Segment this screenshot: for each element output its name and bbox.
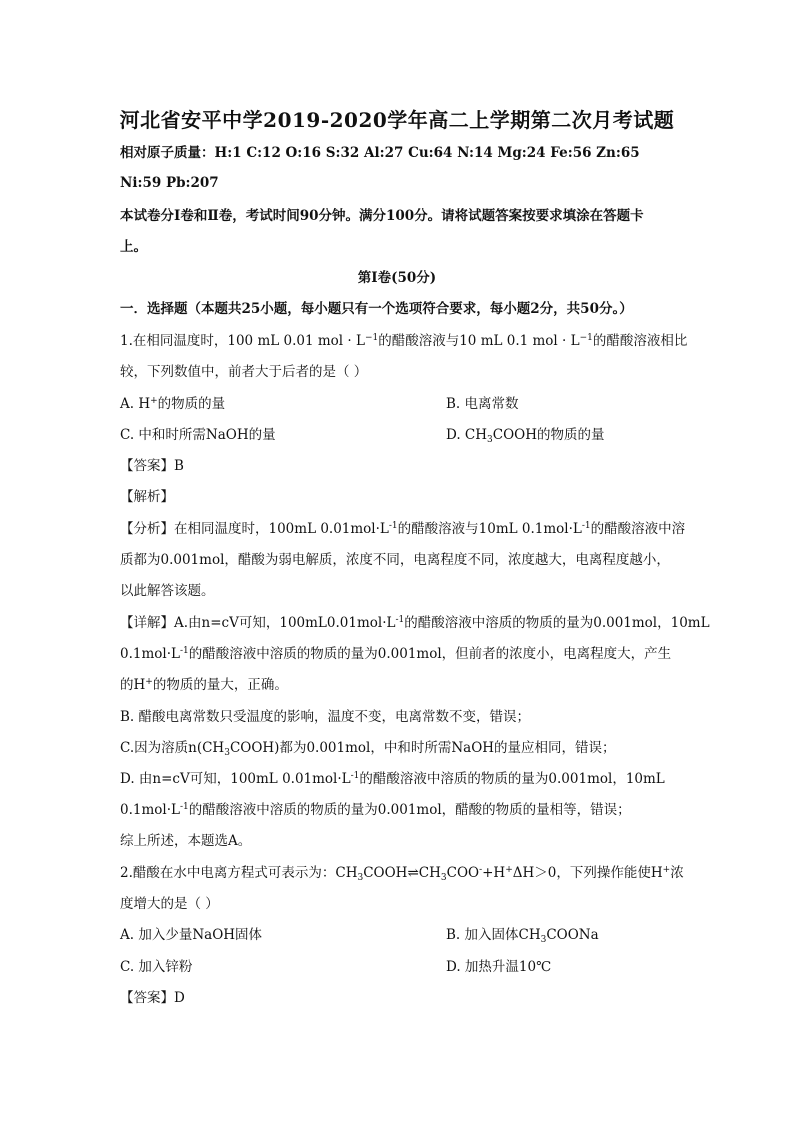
superscript: - xyxy=(479,865,483,875)
text: 的醋酸溶液中溶质的物质的量为0.001mol，10mL xyxy=(404,615,710,631)
superscript: -1 xyxy=(179,802,189,812)
text: 的H xyxy=(120,677,146,693)
q1-summary: 综上所述，本题选A。 xyxy=(120,833,252,849)
text: COONa xyxy=(546,927,599,943)
q1-xiangjie-line-3 xyxy=(120,675,288,697)
q1-option-a-text-b: 的物质的量 xyxy=(157,396,226,412)
q2-option-c: C. 加入锌粉 xyxy=(120,959,193,975)
q1-explain-d-line-2 xyxy=(120,800,631,822)
superscript: -1 xyxy=(388,521,398,531)
text: 的醋酸溶液中溶质的物质的量为0.001mol，醋酸的物质的量相等，错误； xyxy=(188,802,631,818)
text: B. 加入固体CH xyxy=(446,927,541,943)
document-title: 河北省安平中学2019-2020学年高二上学期第二次月考试题 xyxy=(119,108,675,132)
q1-explain-c xyxy=(120,738,616,760)
intro-line-2: 上。 xyxy=(120,239,147,255)
subscript: 3 xyxy=(540,935,547,945)
text: 0.1mol·L xyxy=(120,646,180,662)
text: 的物质的量大，正确。 xyxy=(152,677,288,693)
q2-option-b xyxy=(446,925,599,947)
q1-xiangjie-line-1 xyxy=(120,613,710,635)
q1-fenxi-line-2: 质都为0.001mol，醋酸为弱电解质，浓度不同，电离程度不同，浓度越大，电离程度越小， xyxy=(120,552,670,568)
text: 2.醋酸在水中电离方程式可表示为：CH xyxy=(120,865,358,881)
text: COO xyxy=(446,865,480,881)
text: COOH⇌CH xyxy=(363,865,441,881)
text: +H xyxy=(482,865,506,881)
text: 【详解】A.由n=cV可知，100mL0.01mol·L xyxy=(120,615,396,631)
superscript: -1 xyxy=(581,521,591,531)
q1-option-d-text-b: COOH的物质的量 xyxy=(492,427,605,443)
superscript: -1 xyxy=(350,771,360,781)
text: 浓 xyxy=(670,865,684,881)
q2-answer: 【答案】D xyxy=(120,990,185,1006)
q2-option-d: D. 加热升温10℃ xyxy=(446,959,552,975)
superscript: -1 xyxy=(395,615,405,625)
atomic-mass-line-2: Ni:59 Pb:207 xyxy=(120,175,219,191)
q1-option-d-text: D. CH xyxy=(446,427,488,443)
text: 的醋酸溶液与10mL 0.1mol·L xyxy=(397,521,582,537)
q1-option-d xyxy=(446,425,605,447)
q1-stem-line-1 xyxy=(120,331,687,353)
subscript: 3 xyxy=(440,873,447,883)
q1-answer: 【答案】B xyxy=(120,458,184,474)
text: ΔH＞0，下列操作能使H xyxy=(512,865,663,881)
text: 0.1mol·L xyxy=(120,802,180,818)
atomic-mass-line-1: 相对原子质量：H:1 C:12 O:16 S:32 Al:27 Cu:64 N:14 Mg:24 Fe:56 Zn:65 xyxy=(120,145,640,161)
superscript: + xyxy=(505,865,513,875)
text: 的醋酸溶液中溶 xyxy=(590,521,686,537)
q1-explain-b: B. 醋酸电离常数只受温度的影响，温度不变，电离常数不变，错误； xyxy=(120,709,531,725)
q1-fenxi-line-1 xyxy=(120,519,685,541)
superscript: + xyxy=(150,396,158,406)
superscript: −1 xyxy=(579,333,593,343)
subscript: 3 xyxy=(487,435,493,445)
q1-stem-line-2: 较，下列数值中，前者大于后者的是（ ） xyxy=(120,364,368,380)
superscript: + xyxy=(662,865,671,875)
q2-option-a: A. 加入少量NaOH固体 xyxy=(120,927,263,943)
q1-option-b: B. 电离常数 xyxy=(446,396,519,412)
q1-stem-text-c: 的醋酸溶液相比 xyxy=(592,333,688,349)
superscript: −1 xyxy=(364,333,379,343)
subscript: 3 xyxy=(357,873,364,883)
q1-option-c: C. 中和时所需NaOH的量 xyxy=(120,427,276,443)
q1-xiangjie-line-2 xyxy=(120,644,671,666)
section-heading: 一．选择题（本题共25小题，每小题只有一个选项符合要求，每小题2分，共50分。） xyxy=(120,301,633,317)
q2-stem-line-1 xyxy=(120,863,684,885)
text: 【分析】在相同温度时，100mL 0.01mol·L xyxy=(120,521,389,537)
text: C.因为溶质n(CH xyxy=(120,740,225,756)
text: COOH)都为0.001mol，中和时所需NaOH的量应相同，错误； xyxy=(229,740,616,756)
text: 的醋酸溶液中溶质的物质的量为0.001mol，但前者的浓度小，电离程度大，产生 xyxy=(188,646,672,662)
text: 的醋酸溶液中溶质的物质的量为0.001mol，10mL xyxy=(359,771,665,787)
q1-stem-text-a: 1.在相同温度时，100 mL 0.01 mol · L xyxy=(120,333,365,349)
q1-analysis-label: 【解析】 xyxy=(120,489,174,505)
q1-stem-text-b: 的醋酸溶液与10 mL 0.1 mol · L xyxy=(378,333,580,349)
q2-stem-line-2: 度增大的是（ ） xyxy=(120,896,219,912)
q1-option-a xyxy=(120,394,225,416)
q1-option-a-text: A. H xyxy=(120,396,151,412)
subscript: 3 xyxy=(224,748,230,758)
intro-line-1: 本试卷分Ⅰ卷和Ⅱ卷，考试时间90分钟。满分100分。请将试题答案按要求填涂在答题卡 xyxy=(120,208,644,224)
q1-explain-d-line-1 xyxy=(120,769,665,791)
text: D. 由n=cV可知，100mL 0.01mol·L xyxy=(120,771,351,787)
section-title: 第Ⅰ卷(50分) xyxy=(357,270,437,286)
q1-fenxi-line-3: 以此解答该题。 xyxy=(120,583,215,599)
superscript: -1 xyxy=(179,646,189,656)
superscript: + xyxy=(145,677,153,687)
